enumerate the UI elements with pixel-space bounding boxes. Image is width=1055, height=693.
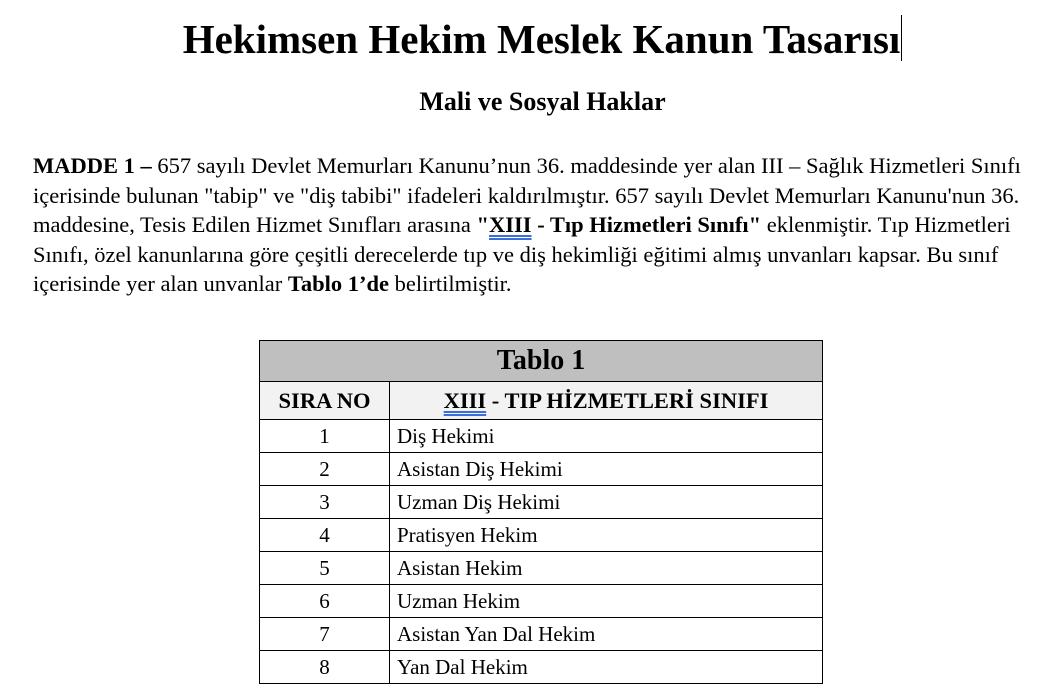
section-subtitle: Mali ve Sosyal Haklar xyxy=(419,87,666,116)
class-code-spellcheck: XIII xyxy=(489,212,532,237)
document-title-text: Hekimsen Hekim Meslek Kanun Tasarısı xyxy=(182,16,901,62)
title-table-grid xyxy=(259,340,823,684)
column-header-rest: - TIP HİZMETLERİ SINIFI xyxy=(486,388,769,413)
row-title: Pratisyen Hekim xyxy=(390,519,823,552)
row-number: 3 xyxy=(260,486,390,519)
row-title: Yan Dal Hekim xyxy=(390,651,823,684)
row-number: 5 xyxy=(260,552,390,585)
row-number: 4 xyxy=(260,519,390,552)
row-title: Asistan Yan Dal Hekim xyxy=(390,618,823,651)
table-row xyxy=(260,618,823,651)
row-title: Asistan Diş Hekimi xyxy=(390,453,823,486)
row-title: Uzman Hekim xyxy=(390,585,823,618)
row-title: Asistan Hekim xyxy=(390,552,823,585)
table-row xyxy=(260,552,823,585)
table-row xyxy=(260,585,823,618)
table-row xyxy=(260,486,823,519)
text-cursor xyxy=(901,15,902,61)
row-number: 7 xyxy=(260,618,390,651)
article-text-part-1: 657 sayılı Devlet Memurları Kanunu’nun 36. maddesinde yer alan III – Sağlık Hizmetleri Sınıfı içerisinde bulunan "tabip" ve "diş tabibi" ifadeleri kaldırılmıştır. 657 sayılı Devlet Memurları Kanunu'nun 36. maddesine, Tesis Edilen Hizmet Sınıfları arasına xyxy=(33,153,1021,237)
title-table xyxy=(259,340,822,684)
table-row xyxy=(260,453,823,486)
article-label: MADDE 1 – xyxy=(33,153,152,178)
class-name-quote xyxy=(477,212,762,237)
table-row xyxy=(260,519,823,552)
row-number: 1 xyxy=(260,420,390,453)
row-number: 6 xyxy=(260,585,390,618)
class-name-rest: - Tıp Hizmetleri Sınıfı" xyxy=(531,212,762,237)
quote-open: " xyxy=(476,212,490,237)
column-header-code: XIII xyxy=(443,388,487,413)
article-paragraph xyxy=(33,151,1043,299)
row-title: Diş Hekimi xyxy=(390,420,823,453)
table-row xyxy=(260,420,823,453)
row-title: Uzman Diş Hekimi xyxy=(390,486,823,519)
table-row xyxy=(260,651,823,684)
document-title xyxy=(0,14,1055,64)
row-number: 8 xyxy=(260,651,390,684)
row-number: 2 xyxy=(260,453,390,486)
article-text-part-3: belirtilmiştir. xyxy=(388,271,512,296)
table-caption-row xyxy=(260,341,823,382)
table-reference: Tablo 1’de xyxy=(287,271,389,296)
article-text-part-2: eklenmiştir. Tıp Hizmetleri Sınıfı, özel kanunlarına göre çeşitli derecelerde tıp ve diş hekimliği eğitimi almış unvanları kapsar. Bu sınıf içerisinde yer alan unvanlar xyxy=(33,212,1011,296)
column-header-no: SIRA NO xyxy=(260,382,390,420)
column-header-name xyxy=(390,382,823,420)
table-header-row xyxy=(260,382,823,420)
table-caption: Tablo 1 xyxy=(260,341,823,382)
